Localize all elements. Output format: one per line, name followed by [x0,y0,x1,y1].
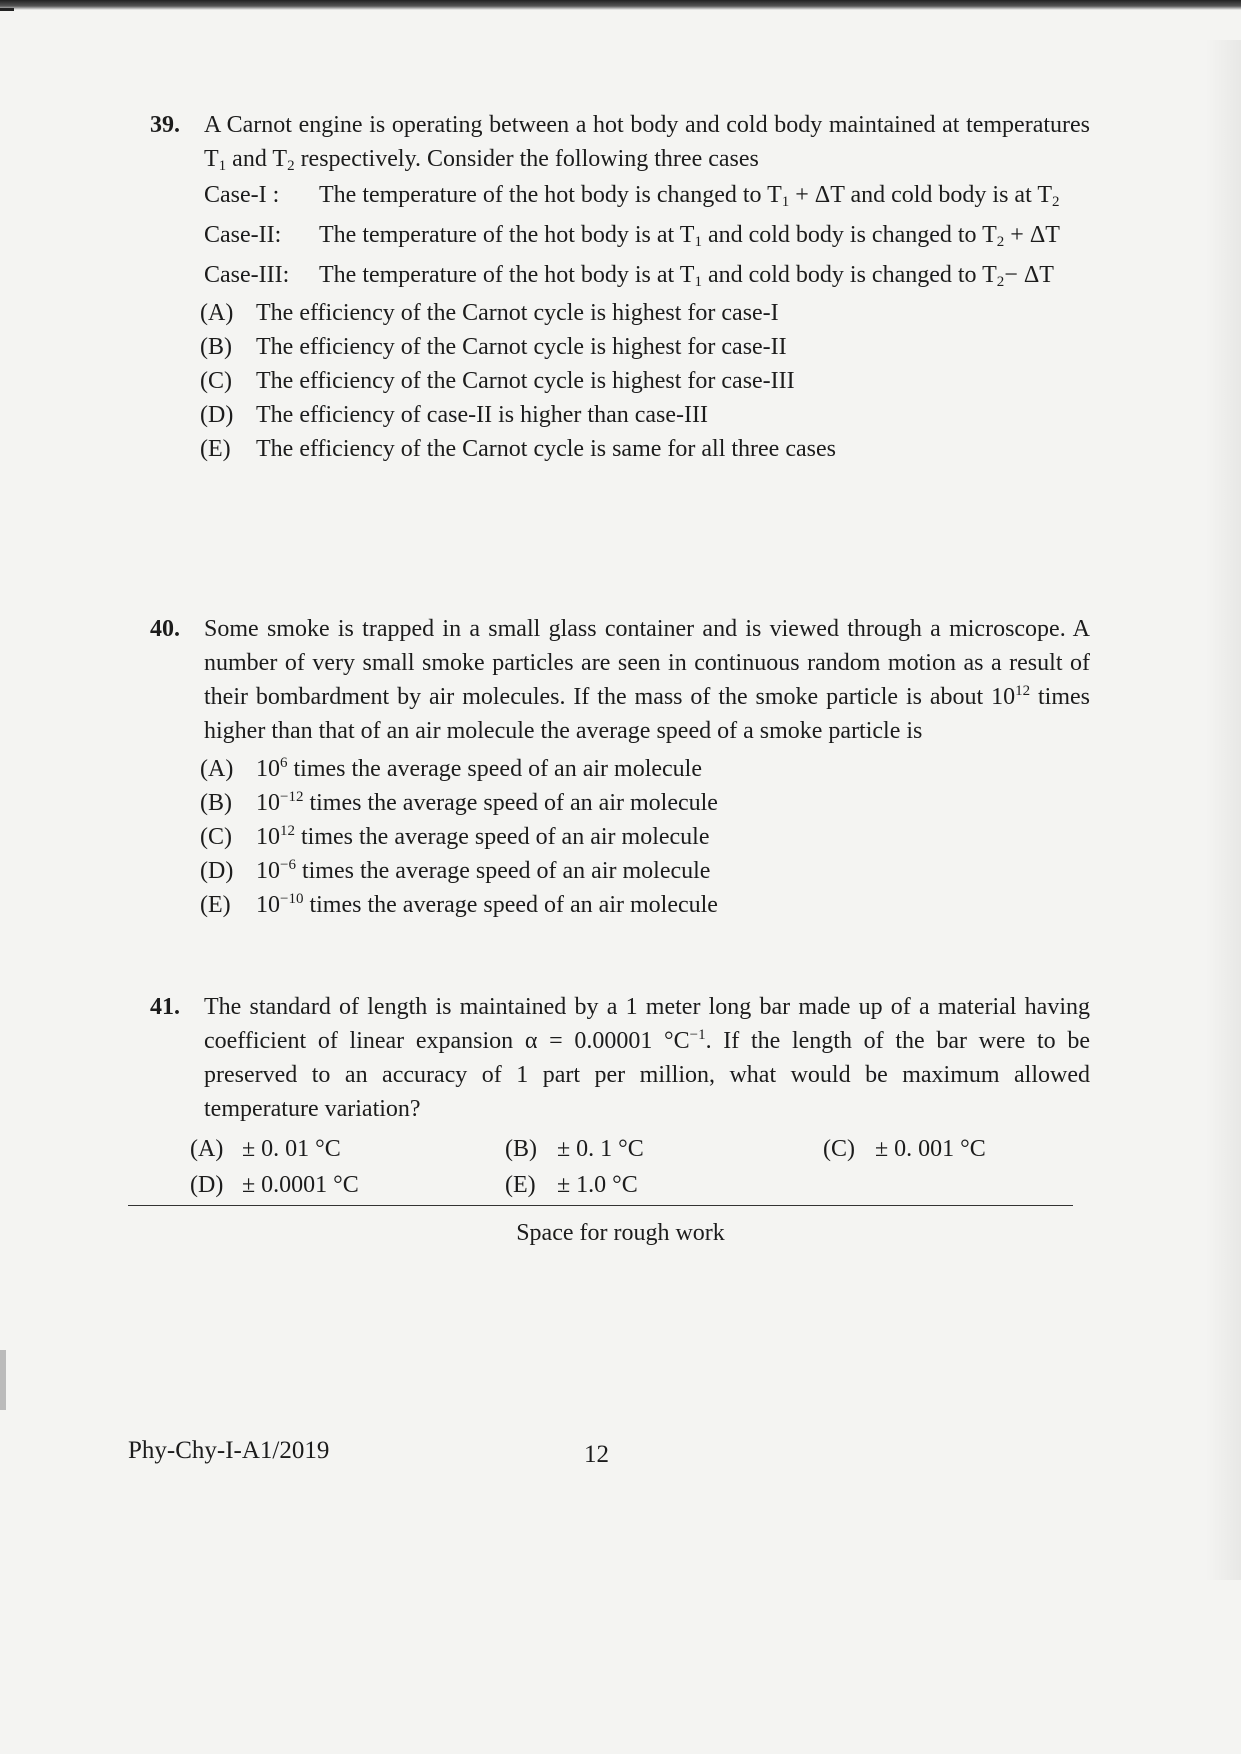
option-text: The efficiency of the Carnot cycle is highest for case-III [256,368,795,394]
option-b [200,330,1090,364]
question-41 [150,990,1090,1202]
option-text: The efficiency of the Carnot cycle is highest for case-I [256,300,779,326]
case-label: Case-II: [204,222,282,248]
option-text: ± 0. 001 °C [875,1136,986,1162]
option-label: (B) [505,1136,537,1162]
option-d [200,398,1090,432]
option-label: (C) [823,1136,855,1162]
option-b [200,786,1090,820]
option-text: $10^{12}$ times the average speed of an air molecule [256,823,710,850]
option-c [200,364,1090,398]
option-text: ± 0.0001 °C [242,1172,359,1198]
option-a [200,296,1090,330]
option-a [190,1132,505,1166]
option-label: (D) [200,858,234,884]
case-2 [204,218,1090,252]
option-label: (D) [200,402,234,428]
option-e [200,888,1090,922]
option-a [200,752,1090,786]
option-text: $10^{-6}$ times the average speed of an air molecule [256,857,711,884]
scan-left-mark [0,1350,6,1410]
option-label: (B) [200,334,232,360]
question-40 [150,612,1090,922]
option-b [505,1132,823,1166]
option-label: (E) [200,892,231,918]
question-text: A Carnot engine is operating between a hot body and cold body maintained at temperatures $T_1$ and $T_2$ respectively. Consider the following three cases [204,112,1090,174]
option-text: The efficiency of the Carnot cycle is highest for case-II [256,334,787,360]
option-label: (D) [190,1172,224,1198]
question-number: 41. [150,994,180,1020]
option-label: (A) [190,1136,224,1162]
option-label: (C) [200,824,232,850]
question-number: 39. [150,112,180,138]
case-text: The temperature of the hot body is at $T_1$ and cold body is changed to $T_2- \Delta T$ [319,262,1054,290]
question-number: 40. [150,616,180,642]
option-label: (E) [200,436,231,462]
case-text: The temperature of the hot body is at $T_1$ and cold body is changed to $T_2 + \Delta T$ [319,222,1060,250]
option-text: ± 0. 1 °C [557,1136,644,1162]
scan-right-shadow [1205,40,1241,1580]
question-text: The standard of length is maintained by a 1 meter long bar made up of a material having coefficient of linear expansion α = 0.00001 $^\circ C^{-1}$. If the length of the bar were to be preserved to an accuracy of 1 part per million, what would be maximum allowed temperature variation? [204,994,1090,1122]
question-text: Some smoke is trapped in a small glass container and is viewed through a microscope. A number of very small smoke particles are seen in continuous random motion as a result of their bombardment by air molecules. If the mass of the smoke particle is about $10^{12}$ times higher than that of an air molecule the average speed of a smoke particle is [204,616,1091,744]
option-text: $10^{-12}$ times the average speed of an air molecule [256,789,718,816]
case-text: The temperature of the hot body is changed to $T_1 + \Delta T$ and cold body is at $T_2$ [319,182,1060,210]
case-1 [204,178,1090,212]
option-label: (C) [200,368,232,394]
option-text: The efficiency of case-II is higher than case-III [256,402,708,428]
option-e [505,1168,823,1202]
option-text: The efficiency of the Carnot cycle is same for all three cases [256,436,836,462]
divider-line [128,1205,1073,1206]
scan-mark [0,8,14,11]
option-text: ± 0. 01 °C [242,1136,341,1162]
case-label: Case-I : [204,182,280,208]
option-c [823,1132,1103,1166]
rough-work-label: Space for rough work [516,1220,725,1246]
option-c [200,820,1090,854]
case-3 [204,258,1090,292]
option-d [190,1168,505,1202]
page-number: 12 [584,1441,609,1468]
option-text: $10^{-10}$ times the average speed of an air molecule [256,891,718,918]
option-text: ± 1.0 °C [557,1172,638,1198]
option-label: (E) [505,1172,536,1198]
option-d [200,854,1090,888]
option-label: (A) [200,756,234,782]
question-39 [150,108,1090,466]
option-grid [190,1132,1090,1202]
option-e [200,432,1090,466]
case-label: Case-III: [204,262,290,288]
scan-top-edge [0,0,1241,10]
option-label: (B) [200,790,232,816]
option-text: $10^6$ times the average speed of an air molecule [256,755,702,782]
paper-code: Phy-Chy-I-A1/2019 [128,1437,330,1464]
option-label: (A) [200,300,234,326]
